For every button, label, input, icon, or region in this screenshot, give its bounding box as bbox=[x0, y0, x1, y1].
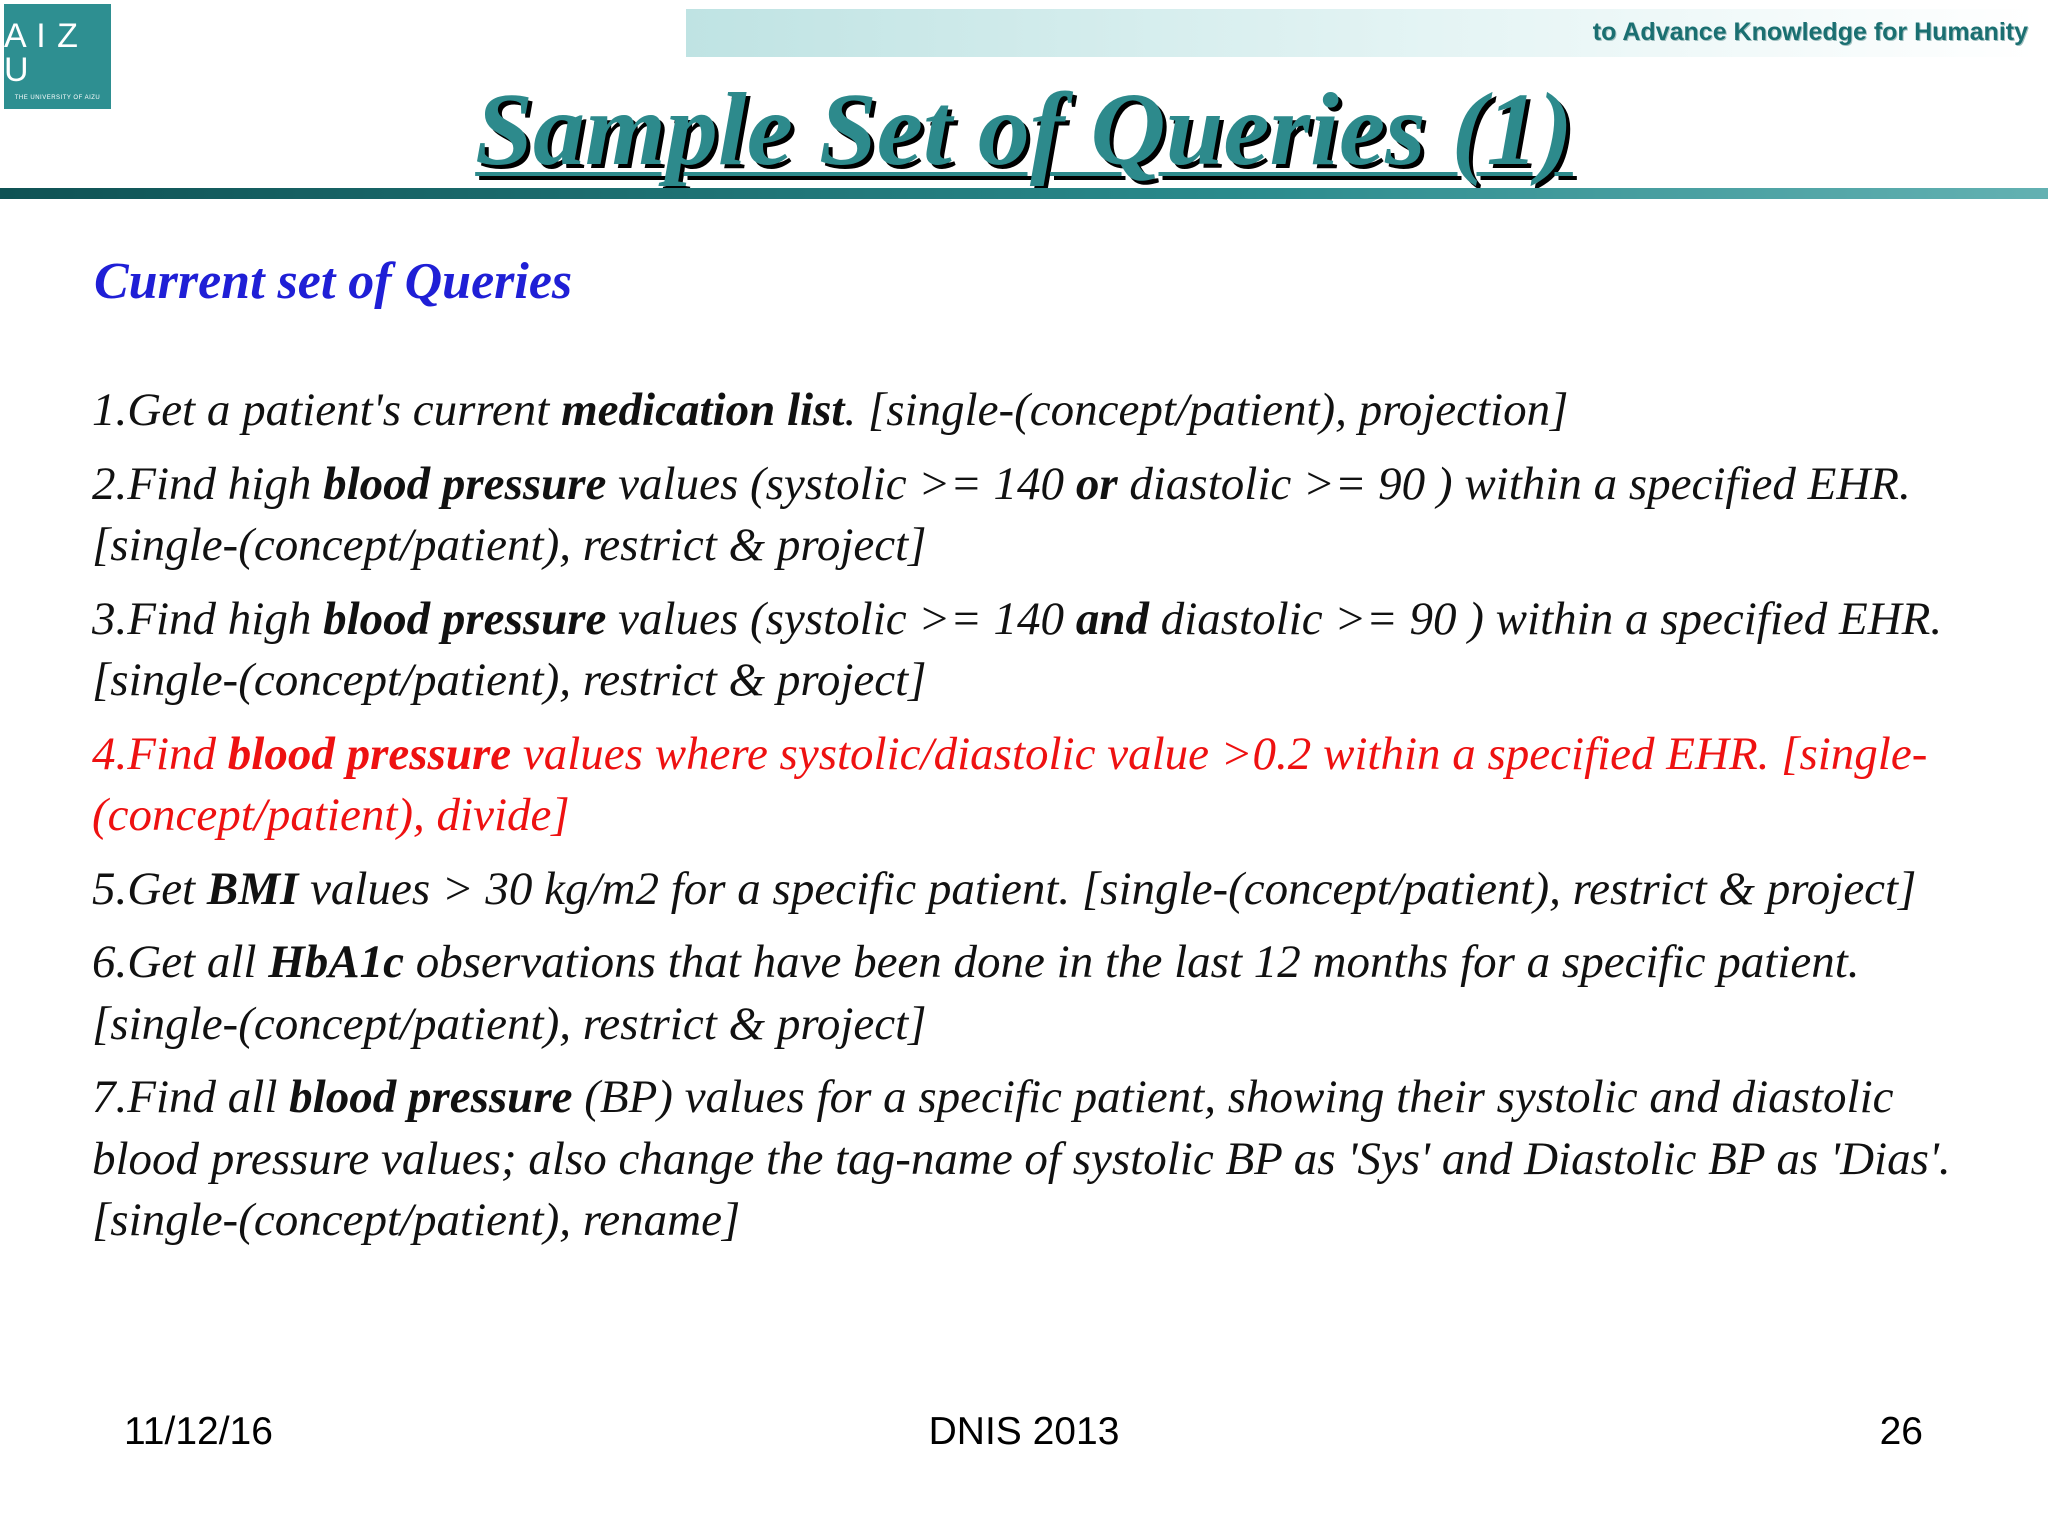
query-1-keyword: medication list bbox=[561, 384, 845, 436]
section-subtitle: Current set of Queries bbox=[94, 253, 573, 310]
query-5-suffix: values > 30 kg/m2 for a specific patient. [single-(concept/patient), restrict & project] bbox=[298, 862, 1917, 915]
query-7-suffix: (BP) values for a specific patient, showing their systolic and diastolic blood pressure values; also change the tag-name of systolic BP as 'Sys' and Diastolic BP as 'Dias'. [single-(concept/patient), rename] bbox=[92, 1071, 1951, 1246]
query-1-prefix: 1.Get a patient's current bbox=[92, 384, 562, 436]
footer-page-number: 26 bbox=[1879, 1410, 1923, 1453]
query-item-1 bbox=[92, 380, 1992, 442]
query-2-suffix: diastolic >= 90 ) within a specified EHR.[single-(concept/patient), restrict & project] bbox=[92, 457, 1911, 571]
logo-subtext: THE UNIVERSITY OF AIZU bbox=[14, 94, 101, 101]
query-4-keyword: blood pressure bbox=[227, 727, 512, 780]
query-item-3 bbox=[92, 589, 1992, 712]
query-item-4 bbox=[92, 724, 1992, 847]
query-item-6 bbox=[92, 932, 1992, 1055]
footer-date: 11/12/16 bbox=[124, 1410, 273, 1453]
title-divider bbox=[0, 188, 2048, 199]
query-7-prefix: 7.Find all bbox=[92, 1071, 290, 1123]
query-3-middle: values (systolic >= 140 bbox=[606, 592, 1076, 645]
query-6-prefix: 6.Get all bbox=[92, 936, 269, 988]
query-5-keyword: BMI bbox=[206, 862, 299, 915]
query-4-suffix: values where systolic/diastolic value >0.2 within a specified EHR. [single-(concept/patient), divide] bbox=[92, 727, 1928, 841]
query-1-suffix: . [single-(concept/patient), projection] bbox=[844, 384, 1569, 436]
slide-title: Sample Set of Queries (1) bbox=[475, 72, 1573, 187]
query-2-prefix: 2.Find high bbox=[92, 457, 324, 510]
query-3-prefix: 3.Find high bbox=[92, 592, 324, 645]
query-3-operator: and bbox=[1075, 592, 1149, 645]
query-7-keyword: blood pressure bbox=[289, 1071, 573, 1123]
query-4-prefix: 4.Find bbox=[92, 727, 228, 780]
query-list bbox=[92, 380, 1992, 1264]
query-2-keyword: blood pressure bbox=[323, 457, 607, 510]
logo-mark: A I Z U bbox=[4, 16, 79, 89]
query-item-5 bbox=[92, 859, 1992, 921]
query-2-operator: or bbox=[1075, 457, 1118, 510]
query-3-suffix: diastolic >= 90 ) within a specified EHR. [single-(concept/patient), restrict & project] bbox=[92, 592, 1943, 706]
query-item-7 bbox=[92, 1067, 1992, 1252]
query-item-2 bbox=[92, 454, 1992, 577]
query-3-keyword: blood pressure bbox=[323, 592, 607, 645]
header-tagline: to Advance Knowledge for Humanity bbox=[1592, 18, 2028, 46]
query-6-keyword: HbA1c bbox=[268, 936, 405, 988]
footer-conference: DNIS 2013 bbox=[928, 1410, 1120, 1453]
query-6-suffix: observations that have been done in the last 12 months for a specific patient. [single-(concept/patient), restrict & project] bbox=[92, 936, 1860, 1050]
query-5-prefix: 5.Get bbox=[92, 862, 207, 915]
query-2-middle: values (systolic >= 140 bbox=[606, 457, 1076, 510]
